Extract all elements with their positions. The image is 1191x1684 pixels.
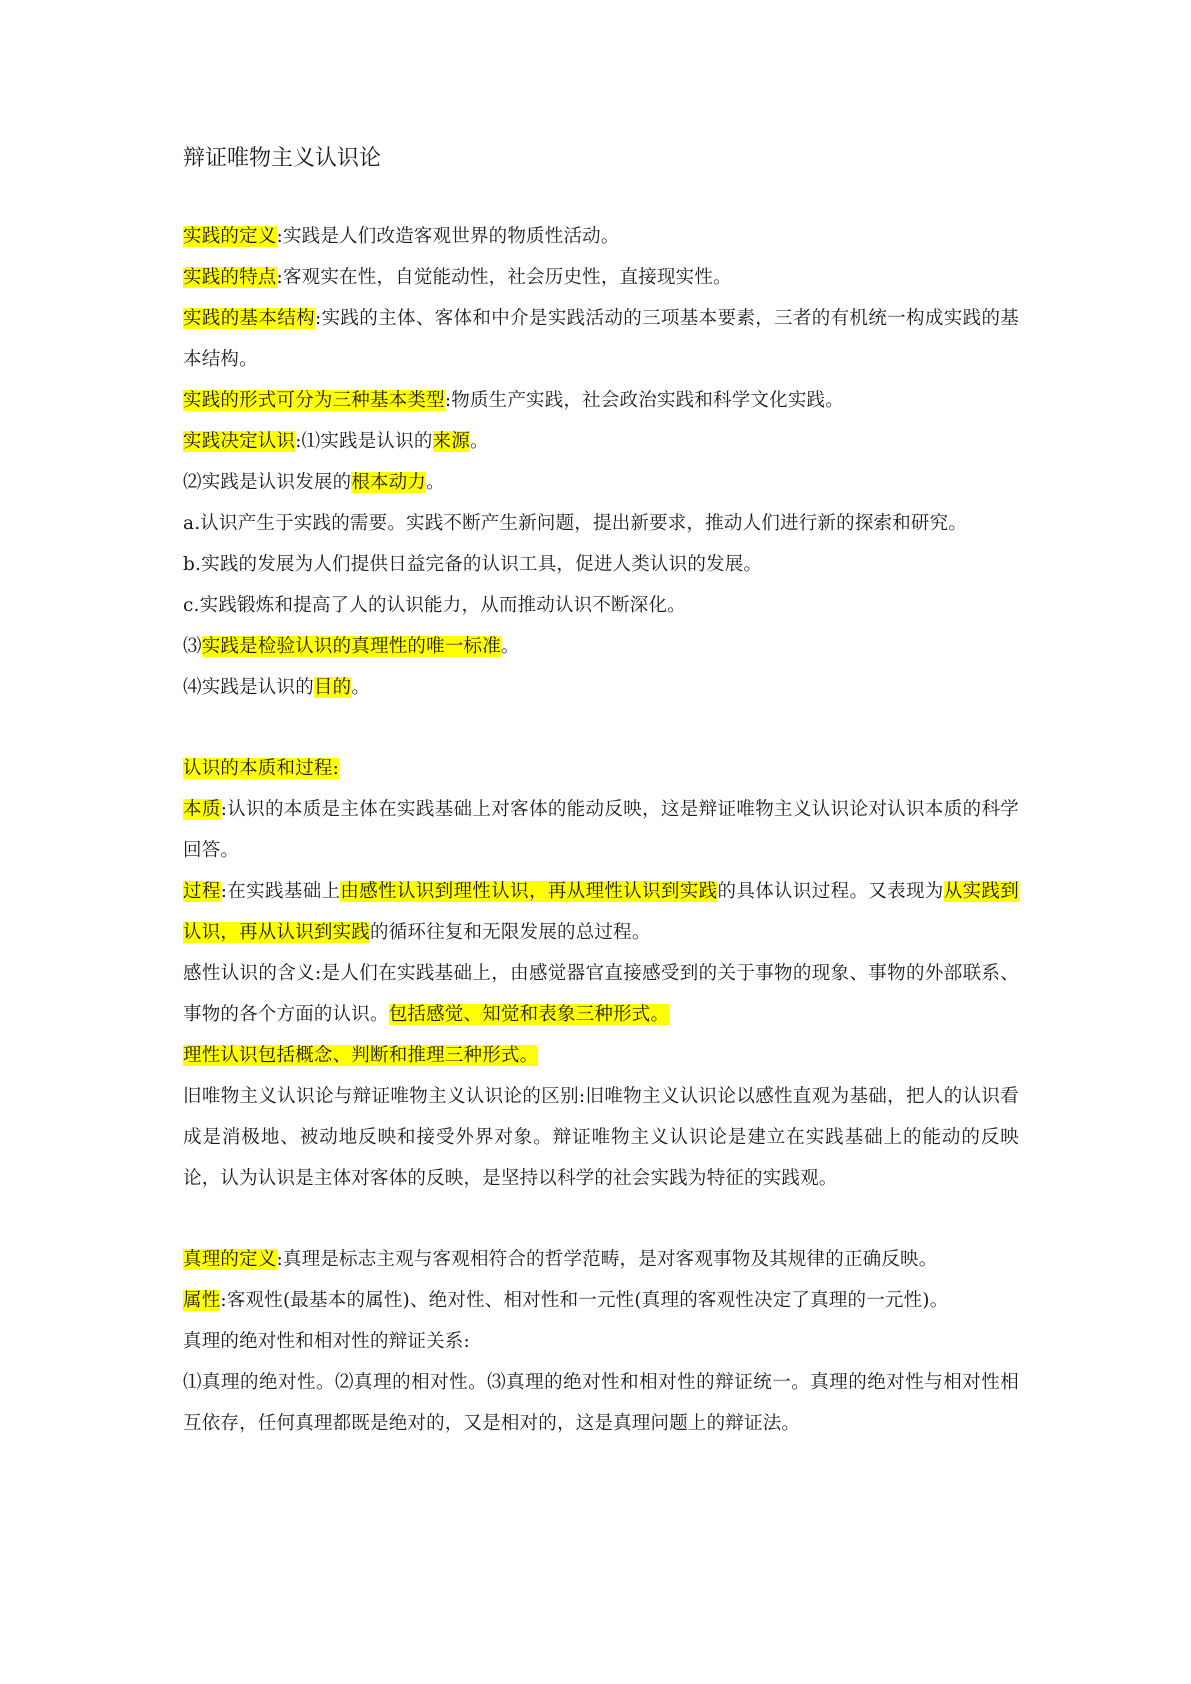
paragraph	[183, 298, 1019, 380]
text-run: ⑵实践是认识发展的	[183, 472, 352, 493]
text-run: 的循环往复和无限发展的总过程。	[370, 922, 651, 943]
text-run: b.实践的发展为人们提供日益完备的认识工具，促进人类认识的发展。	[183, 554, 763, 575]
paragraph	[183, 216, 1019, 257]
paragraph	[183, 789, 1019, 871]
text-run: :在实践基础上	[220, 881, 341, 902]
text-run: 。	[500, 636, 520, 657]
section-gap	[183, 1199, 1019, 1239]
highlighted-text: 过程	[183, 881, 221, 902]
paragraph	[183, 585, 1019, 626]
text-run: :客观实在性，自觉能动性，社会历史性，直接现实性。	[276, 267, 732, 288]
text-run: ⑷实践是认识的	[183, 677, 314, 698]
highlighted-text: 实践是检验认识的真理性的唯一标准	[201, 636, 501, 657]
paragraph	[183, 626, 1019, 667]
text-run: 的具体认识过程。又表现为	[717, 881, 944, 902]
highlighted-text: 根本动力	[351, 472, 427, 493]
text-run: :实践是人们改造客观世界的物质性活动。	[276, 226, 620, 247]
text-run: 旧唯物主义认识论与辩证唯物主义认识论的区别:旧唯物主义认识论以感性直观为基础，把人的认识看成是消极地、被动地反映和接受外界对象。辩证唯物主义认识论是建立在实践基础上的能动的反映论，认为认识是主体对客体的反映，是坚持以科学的社会实践为特征的实践观。	[183, 1086, 1019, 1189]
paragraph	[183, 421, 1019, 462]
document-title: 辩证唯物主义认识论	[183, 146, 382, 171]
paragraph	[183, 748, 1019, 789]
paragraph	[183, 871, 1019, 953]
highlighted-text: 从实践到认识，再从认识到实践	[183, 881, 1019, 943]
text-run: :客观性(最基本的属性)、绝对性、相对性和一元性(真理的客观性决定了真理的一元性)。	[220, 1290, 949, 1311]
paragraph	[183, 1280, 1019, 1321]
text-run: a.认识产生于实践的需要。实践不断产生新问题，提出新要求，推动人们进行新的探索和研究。	[183, 513, 968, 534]
paragraph	[183, 503, 1019, 544]
text-run: 。	[351, 677, 371, 698]
paragraph	[183, 667, 1019, 708]
paragraph	[183, 1239, 1019, 1280]
highlighted-text: 目的	[313, 677, 352, 698]
highlighted-text: 由感性认识到理性认识，再从理性认识到实践	[340, 881, 718, 902]
text-run: :真理是标志主观与客观相符合的哲学范畴，是对客观事物及其规律的正确反映。	[276, 1249, 938, 1270]
text-run: 真理的绝对性和相对性的辩证关系:	[183, 1331, 470, 1352]
paragraph	[183, 257, 1019, 298]
paragraph	[183, 1362, 1019, 1444]
text-run: :实践的主体、客体和中介是实践活动的三项基本要素，三者的有机统一构成实践的基本结构。	[183, 308, 1019, 370]
highlighted-text: 真理的定义	[183, 1249, 277, 1270]
highlighted-text: 实践的定义	[183, 226, 277, 247]
document-page	[183, 138, 1019, 1444]
text-run: ⑶	[183, 636, 202, 657]
paragraph	[183, 1076, 1019, 1199]
text-run: :物质生产实践，社会政治实践和科学文化实践。	[444, 390, 844, 411]
paragraph	[183, 462, 1019, 503]
highlighted-text: 属性	[183, 1290, 221, 1311]
highlighted-text: 来源	[432, 431, 470, 452]
paragraph	[183, 953, 1019, 1035]
highlighted-text: 实践的基本结构	[183, 308, 315, 329]
paragraph	[183, 544, 1019, 585]
highlighted-text: 理性认识包括概念、判断和推理三种形式。	[183, 1045, 539, 1066]
section-gap	[183, 708, 1019, 748]
highlighted-text: 认识的本质和过程:	[183, 758, 340, 779]
text-run: c.实践锻炼和提高了人的认识能力，从而推动认识不断深化。	[183, 595, 686, 616]
text-run: 。	[469, 431, 489, 452]
document-body	[183, 216, 1019, 1444]
highlighted-text: 实践的形式可分为三种基本类型	[183, 390, 445, 411]
text-run: ⑴真理的绝对性。⑵真理的相对性。⑶真理的绝对性和相对性的辩证统一。真理的绝对性与相对性相互依存，任何真理都既是绝对的，又是相对的，这是真理问题上的辩证法。	[183, 1372, 1019, 1434]
text-run: :认识的本质是主体在实践基础上对客体的能动反映，这是辩证唯物主义认识论对认识本质的科学回答。	[183, 799, 1019, 861]
highlighted-text: 实践决定认识	[183, 431, 296, 452]
paragraph	[183, 1035, 1019, 1076]
highlighted-text: 本质	[183, 799, 221, 820]
paragraph	[183, 380, 1019, 421]
paragraph	[183, 1321, 1019, 1362]
highlighted-text: 包括感觉、知觉和表象三种形式。	[388, 1004, 670, 1025]
highlighted-text: 实践的特点	[183, 267, 277, 288]
text-run: 。	[426, 472, 445, 493]
text-run: 感性认识的含义:是人们在实践基础上，由感觉器官直接感受到的关于事物的现象、事物的外部联系、事物的各个方面的认识。	[183, 963, 1019, 1025]
text-run: :⑴实践是认识的	[295, 431, 433, 452]
